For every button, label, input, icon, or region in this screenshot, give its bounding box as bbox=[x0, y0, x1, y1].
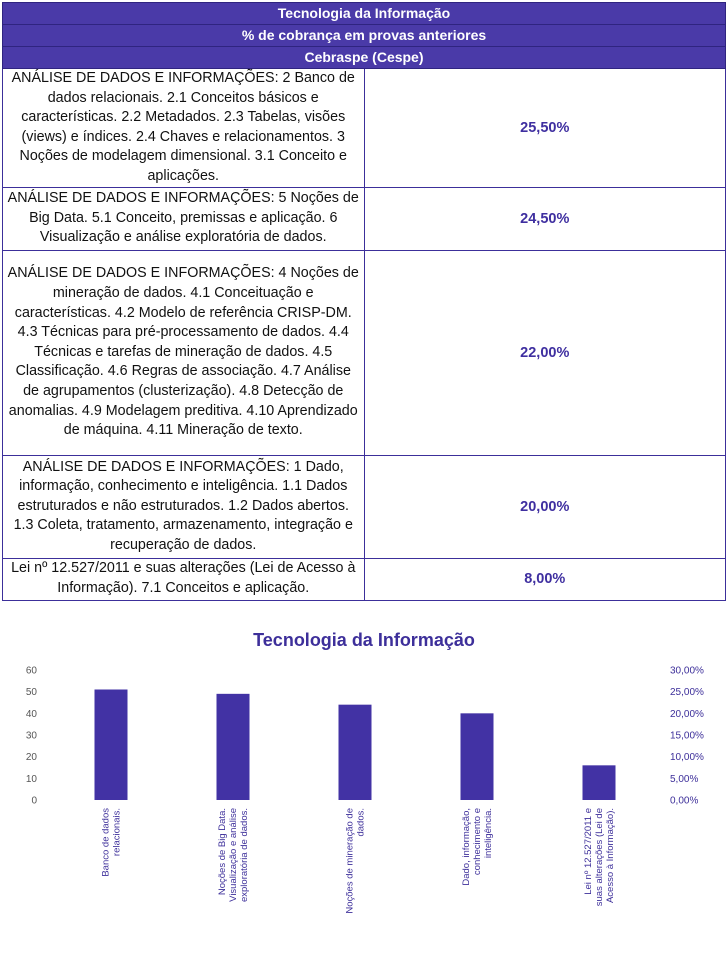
table-header-subject: Tecnologia da Informação bbox=[3, 3, 726, 25]
y-tick-label: 10 bbox=[25, 773, 37, 785]
category-label bbox=[217, 808, 250, 902]
bar bbox=[217, 694, 250, 800]
y-tick-label: 20 bbox=[25, 752, 37, 764]
category-label bbox=[583, 808, 616, 906]
category-label-line: Dado, informação, bbox=[461, 808, 472, 886]
y-tick-label: 60 bbox=[25, 665, 37, 677]
category-label bbox=[101, 808, 123, 877]
category-label-line: exploratória de dados. bbox=[239, 808, 250, 903]
table-row bbox=[3, 250, 726, 455]
table-header-board: Cebraspe (Cespe) bbox=[3, 47, 726, 69]
y2-tick-label: 20,00% bbox=[670, 708, 704, 720]
table-row bbox=[3, 187, 726, 250]
y-tick-label: 0 bbox=[31, 795, 37, 807]
topic-cell: Lei nº 12.527/2011 e suas alterações (Lei de Acesso à Informação). 7.1 Conceitos e aplicação. bbox=[3, 558, 365, 600]
chart-title: Tecnologia da Informação bbox=[253, 630, 475, 650]
y-tick-label: 40 bbox=[25, 708, 37, 720]
category-label-line: conhecimento e bbox=[472, 808, 483, 876]
category-label-line: suas alterações (Lei de bbox=[594, 808, 605, 907]
percent-cell: 8,00% bbox=[364, 558, 726, 600]
table-row bbox=[3, 558, 726, 600]
bar-chart bbox=[0, 655, 728, 955]
y-tick-label: 30 bbox=[25, 730, 37, 742]
topics-table-container bbox=[2, 2, 726, 601]
category-label-line: Lei nº 12.527/2011 e bbox=[583, 808, 594, 895]
y-tick-label: 50 bbox=[25, 687, 37, 699]
category-label-line: Noções de mineração de bbox=[344, 808, 356, 914]
table-header-description: % de cobrança em provas anteriores bbox=[3, 25, 726, 47]
percent-cell: 24,50% bbox=[364, 187, 726, 250]
y2-tick-label: 0,00% bbox=[670, 795, 699, 807]
topic-cell: ANÁLISE DE DADOS E INFORMAÇÕES: 5 Noções de Big Data. 5.1 Conceito, premissas e aplicação. 6 Visualização e análise exploratória de dados. bbox=[3, 187, 365, 250]
category-label-line: dados. bbox=[355, 808, 367, 837]
topic-cell: ANÁLISE DE DADOS E INFORMAÇÕES: 2 Banco de dados relacionais. 2.1 Conceitos básicos e características. 2.2 Metadados. 2.3 Tabelas, visões (views) e índices. 2.4 Chaves e relacionamentos. 3 Noções de modelagem dimensional. 3.1 Conceito e aplicações. bbox=[3, 69, 365, 188]
y2-tick-label: 10,00% bbox=[670, 752, 704, 764]
bar bbox=[461, 713, 494, 800]
table-row bbox=[3, 69, 726, 188]
topic-cell: ANÁLISE DE DADOS E INFORMAÇÕES: 4 Noções de mineração de dados. 4.1 Conceituação e características. 4.2 Modelo de referência CRISP-DM. 4.3 Técnicas para pré-processamento de dados. 4.4 Técnicas e tarefas de mineração de dados. 4.5 Classificação. 4.6 Regras de associação. 4.7 Análise de agrupamentos (clusterização). 4.8 Detecção de anomalias. 4.9 Modelagem preditiva. 4.10 Aprendizado de máquina. 4.11 Mineração de texto. bbox=[3, 250, 365, 455]
table-row bbox=[3, 455, 726, 558]
category-label bbox=[461, 808, 494, 886]
percent-cell: 20,00% bbox=[364, 455, 726, 558]
percent-cell: 25,50% bbox=[364, 69, 726, 188]
category-label-line: relacionais. bbox=[111, 808, 123, 857]
bar bbox=[339, 705, 372, 800]
category-label bbox=[345, 808, 367, 914]
y2-tick-label: 25,00% bbox=[670, 687, 704, 699]
category-label-line: Noções de Big Data. bbox=[217, 808, 228, 896]
topic-cell: ANÁLISE DE DADOS E INFORMAÇÕES: 1 Dado, informação, conhecimento e inteligência. 1.1 Dados estruturados e não estruturados. 1.2 Dados abertos. 1.3 Coleta, tratamento, armazenamento, integração e recuperação de dados. bbox=[3, 455, 365, 558]
topics-table bbox=[2, 2, 726, 601]
y2-tick-label: 30,00% bbox=[670, 665, 704, 677]
bar bbox=[583, 765, 616, 800]
category-label-line: Visualização e análise bbox=[228, 808, 239, 902]
category-label-line: inteligência. bbox=[483, 808, 494, 859]
y2-tick-label: 5,00% bbox=[670, 773, 699, 785]
category-label-line: Acesso à Informação). bbox=[605, 808, 616, 904]
y2-tick-label: 15,00% bbox=[670, 730, 704, 742]
category-label-line: Banco de dados bbox=[100, 808, 112, 877]
bar bbox=[95, 690, 128, 801]
percent-cell: 22,00% bbox=[364, 250, 726, 455]
